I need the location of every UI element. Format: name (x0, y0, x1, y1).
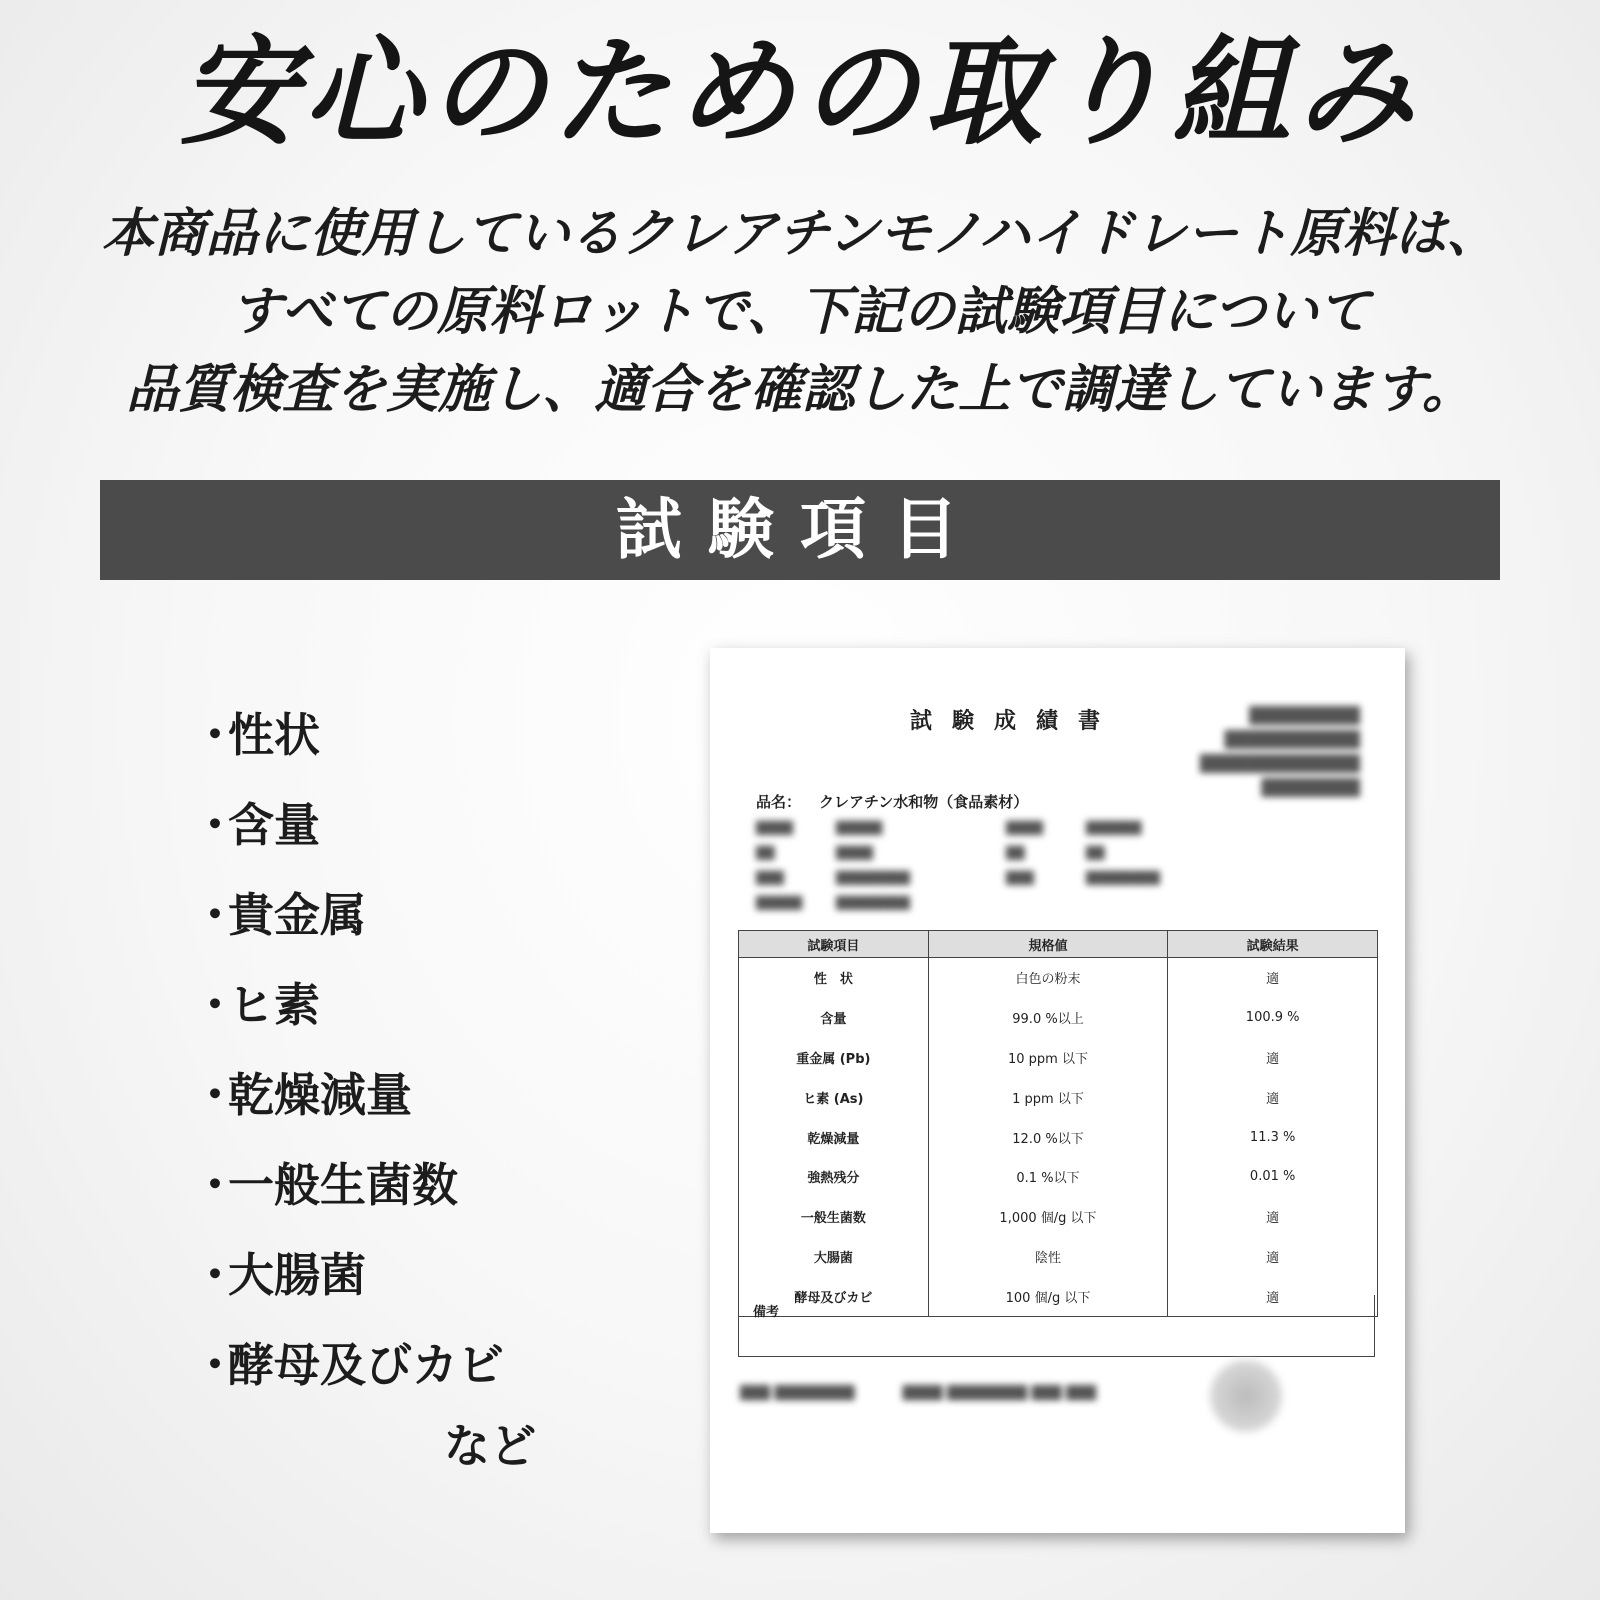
list-item (192, 1050, 652, 1140)
meta-info-blurred: ████ █████ ████ ██████ ██ ████ ██ ██ ███ ████████ ███ ████████ █████ ████████ (756, 821, 1160, 910)
cell-spec: 1 ppm 以下 (928, 1077, 1168, 1117)
results-table (738, 930, 1378, 1317)
cell-item: 重金属 (Pb) (739, 1038, 929, 1078)
cell-result: 適 (1168, 1197, 1378, 1237)
test-item-list (192, 690, 652, 1410)
cell-spec: 10 ppm 以下 (928, 1038, 1168, 1078)
column-header: 規格値 (928, 931, 1168, 958)
list-item (192, 780, 652, 870)
table-row (739, 1038, 1378, 1078)
cell-result: 適 (1168, 1077, 1378, 1117)
table-row (739, 1117, 1378, 1157)
seal-stamp-icon (1210, 1360, 1282, 1432)
cell-spec: 12.0 %以下 (928, 1117, 1168, 1157)
list-item (192, 870, 652, 960)
page-title: 安心のための取り組み (179, 23, 1420, 161)
column-header: 試験項目 (739, 931, 929, 958)
table-row (739, 1157, 1378, 1197)
cell-spec: 99.0 %以上 (928, 998, 1168, 1038)
cell-item: 乾燥減量 (739, 1117, 929, 1157)
lead-text (60, 195, 1540, 429)
product-name (756, 791, 1028, 812)
cell-spec: 陰性 (928, 1237, 1168, 1277)
table-row (739, 998, 1378, 1038)
cell-spec: 0.1 %以下 (928, 1157, 1168, 1197)
table-row (739, 958, 1378, 998)
product-value: クレアチン水和物（食品素材） (819, 793, 1029, 811)
bullet: ・ (192, 798, 238, 852)
cell-item: 強熱残分 (739, 1157, 929, 1197)
cell-item: 酵母及びカビ (739, 1276, 929, 1316)
bullet: ・ (192, 888, 238, 942)
lead-line: 本商品に使用しているクレアチンモノハイドレート原料は、 (101, 204, 1499, 264)
table-row (739, 1237, 1378, 1277)
cell-result: 0.01 % (1168, 1157, 1378, 1197)
cell-item: ヒ素 (As) (739, 1077, 929, 1117)
certificate-title: 試験成績書 (910, 709, 1121, 734)
etc-label: など (444, 1419, 536, 1473)
remarks-label: 備考 (753, 1305, 780, 1320)
lead-line: すべての原料ロットで、下記の試験項目について (230, 282, 1370, 342)
cell-result: 適 (1168, 958, 1378, 998)
cell-spec: 1,000 個/g 以下 (928, 1197, 1168, 1237)
bullet: ・ (192, 978, 238, 1032)
table-row (739, 1197, 1378, 1237)
list-item-label: 性状 (228, 708, 320, 762)
list-item (192, 690, 652, 780)
bullet: ・ (192, 1158, 238, 1212)
bullet: ・ (192, 708, 238, 762)
bullet: ・ (192, 1248, 238, 1302)
list-item (192, 1320, 652, 1410)
company-info-blurred: █████████ ███████████ █████████████ ████████ (1200, 706, 1360, 797)
list-item-label: 酵母及びカビ (228, 1338, 504, 1392)
cell-spec: 100 個/g 以下 (928, 1276, 1168, 1316)
list-item-label: 貴金属 (228, 888, 366, 942)
remarks-box (738, 1295, 1375, 1357)
list-item-label: 大腸菌 (228, 1248, 366, 1302)
cell-item: 一般生菌数 (739, 1197, 929, 1237)
list-item-label: 含量 (228, 798, 320, 852)
bullet: ・ (192, 1338, 238, 1392)
list-item (192, 1140, 652, 1230)
bullet: ・ (192, 1068, 238, 1122)
cell-result: 適 (1168, 1276, 1378, 1316)
cell-result: 100.9 % (1168, 998, 1378, 1038)
cell-item: 大腸菌 (739, 1237, 929, 1277)
list-item-label: 一般生菌数 (228, 1158, 458, 1212)
lead-line: 品質検査を実施し、適合を確認した上で調達しています。 (126, 360, 1474, 420)
product-label: 品名： (756, 793, 802, 811)
list-item (192, 1230, 652, 1320)
cell-spec: 白色の粉末 (928, 958, 1168, 998)
list-item-label: 乾燥減量 (228, 1068, 412, 1122)
test-certificate (710, 648, 1405, 1533)
cell-result: 適 (1168, 1237, 1378, 1277)
cell-item: 含量 (739, 998, 929, 1038)
cell-result: 11.3 % (1168, 1117, 1378, 1157)
list-item (192, 960, 652, 1050)
section-heading-bar: 試験項目 (100, 480, 1500, 580)
table-row (739, 1077, 1378, 1117)
cell-result: 適 (1168, 1038, 1378, 1078)
issuer-info-blurred: ███ ████████ ████ ████████ ███ ███ (740, 1386, 1097, 1401)
column-header: 試験結果 (1168, 931, 1378, 958)
list-item-label: ヒ素 (228, 978, 320, 1032)
cell-item: 性 状 (739, 958, 929, 998)
